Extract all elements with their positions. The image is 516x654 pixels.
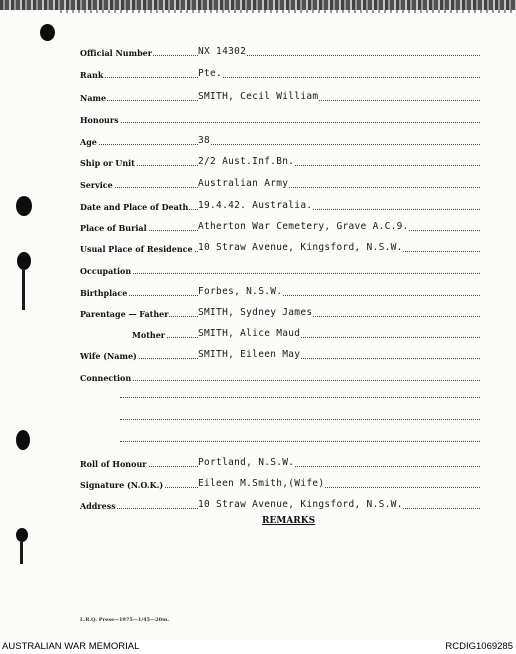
dotted-line (80, 144, 480, 145)
name-label: Name (80, 93, 107, 103)
birthplace-value: Forbes, N.S.W. (198, 286, 283, 297)
footer-record-id: RCDIG1069285 (445, 641, 513, 652)
address-label: Address (80, 501, 116, 511)
official-number-label: Official Number (80, 48, 152, 58)
place-of-burial-row (80, 219, 480, 233)
roll-of-honour-row (80, 455, 480, 469)
punch-hole-left-1 (16, 196, 32, 216)
occupation-label: Occupation (80, 266, 132, 276)
connection-line-2 (120, 396, 480, 398)
punch-hole-left-4 (16, 528, 28, 542)
roll-of-honour-label: Roll of Honour (80, 459, 147, 469)
place-of-burial-value: Atherton War Cemetery, Grave A.C.9. (198, 221, 409, 232)
parentage-father-value: SMITH, Sydney James (198, 307, 313, 318)
name-row (80, 89, 480, 103)
usual-residence-value: 10 Straw Avenue, Kingsford, N.S.W. (198, 242, 403, 253)
usual-residence-label: Usual Place of Residence (80, 244, 193, 254)
parentage-father-label: Parentage — Father (80, 309, 169, 319)
punch-hole-top (40, 24, 55, 41)
signature-nok-row (80, 476, 480, 490)
footer-institution: AUSTRALIAN WAR MEMORIAL (2, 641, 140, 652)
wife-row (80, 347, 480, 361)
name-value: SMITH, Cecil William (198, 91, 319, 102)
occupation-row (80, 262, 480, 276)
rank-row (80, 66, 480, 80)
date-place-death-label: Date and Place of Death (80, 202, 189, 212)
address-value: 10 Straw Avenue, Kingsford, N.S.W. (198, 499, 403, 510)
age-row (80, 133, 480, 147)
dotted-line (80, 380, 480, 381)
connection-line-4 (120, 440, 480, 442)
address-row (80, 497, 480, 511)
printer-mark: L.R.Q. Press—1975—1/45—20m. (80, 617, 170, 623)
date-place-death-row (80, 198, 480, 212)
parentage-father-row (80, 305, 480, 319)
rank-label: Rank (80, 70, 104, 80)
punch-hole-left-3 (16, 430, 30, 450)
official-number-value: NX 14302 (198, 46, 247, 57)
ship-or-unit-value: 2/2 Aust.Inf.Bn. (198, 156, 295, 167)
wife-label: Wife (Name) (80, 351, 137, 361)
punch-hole-left-2 (17, 252, 31, 270)
dotted-line (80, 122, 480, 123)
date-place-death-value: 19.4.42. Australia. (198, 200, 313, 211)
official-number-row (80, 44, 480, 58)
place-of-burial-label: Place of Burial (80, 223, 147, 233)
connection-line-3 (120, 418, 480, 420)
honours-label: Honours (80, 115, 119, 125)
remarks-heading: REMARKS (262, 516, 316, 526)
birthplace-label: Birthplace (80, 288, 128, 298)
service-label: Service (80, 180, 113, 190)
connection-label: Connection (80, 373, 132, 383)
connection-row (80, 369, 480, 383)
ship-or-unit-row (80, 154, 480, 168)
mother-label: Mother (132, 330, 166, 340)
wife-value: SMITH, Eileen May (198, 349, 301, 360)
binder-mark-2 (20, 542, 23, 564)
service-row (80, 176, 480, 190)
scan-top-border (0, 0, 516, 10)
service-value: Australian Army (198, 178, 289, 189)
dotted-line (80, 273, 480, 274)
binder-mark-1 (22, 270, 25, 310)
roll-of-honour-value: Portland, N.S.W. (198, 457, 295, 468)
dotted-line (80, 77, 480, 78)
age-value: 38 (198, 135, 211, 146)
scan-top-border-shadow (60, 10, 516, 13)
rank-value: Pte. (198, 68, 223, 79)
usual-residence-row (80, 240, 480, 254)
mother-value: SMITH, Alice Maud (198, 328, 301, 339)
birthplace-row (80, 284, 480, 298)
signature-nok-label: Signature (N.O.K.) (80, 480, 164, 490)
dotted-line (132, 337, 480, 338)
signature-nok-value: Eileen M.Smith,(Wife) (198, 478, 325, 489)
mother-row (132, 326, 480, 340)
age-label: Age (80, 137, 97, 147)
ship-or-unit-label: Ship or Unit (80, 158, 135, 168)
honours-row (80, 111, 480, 125)
